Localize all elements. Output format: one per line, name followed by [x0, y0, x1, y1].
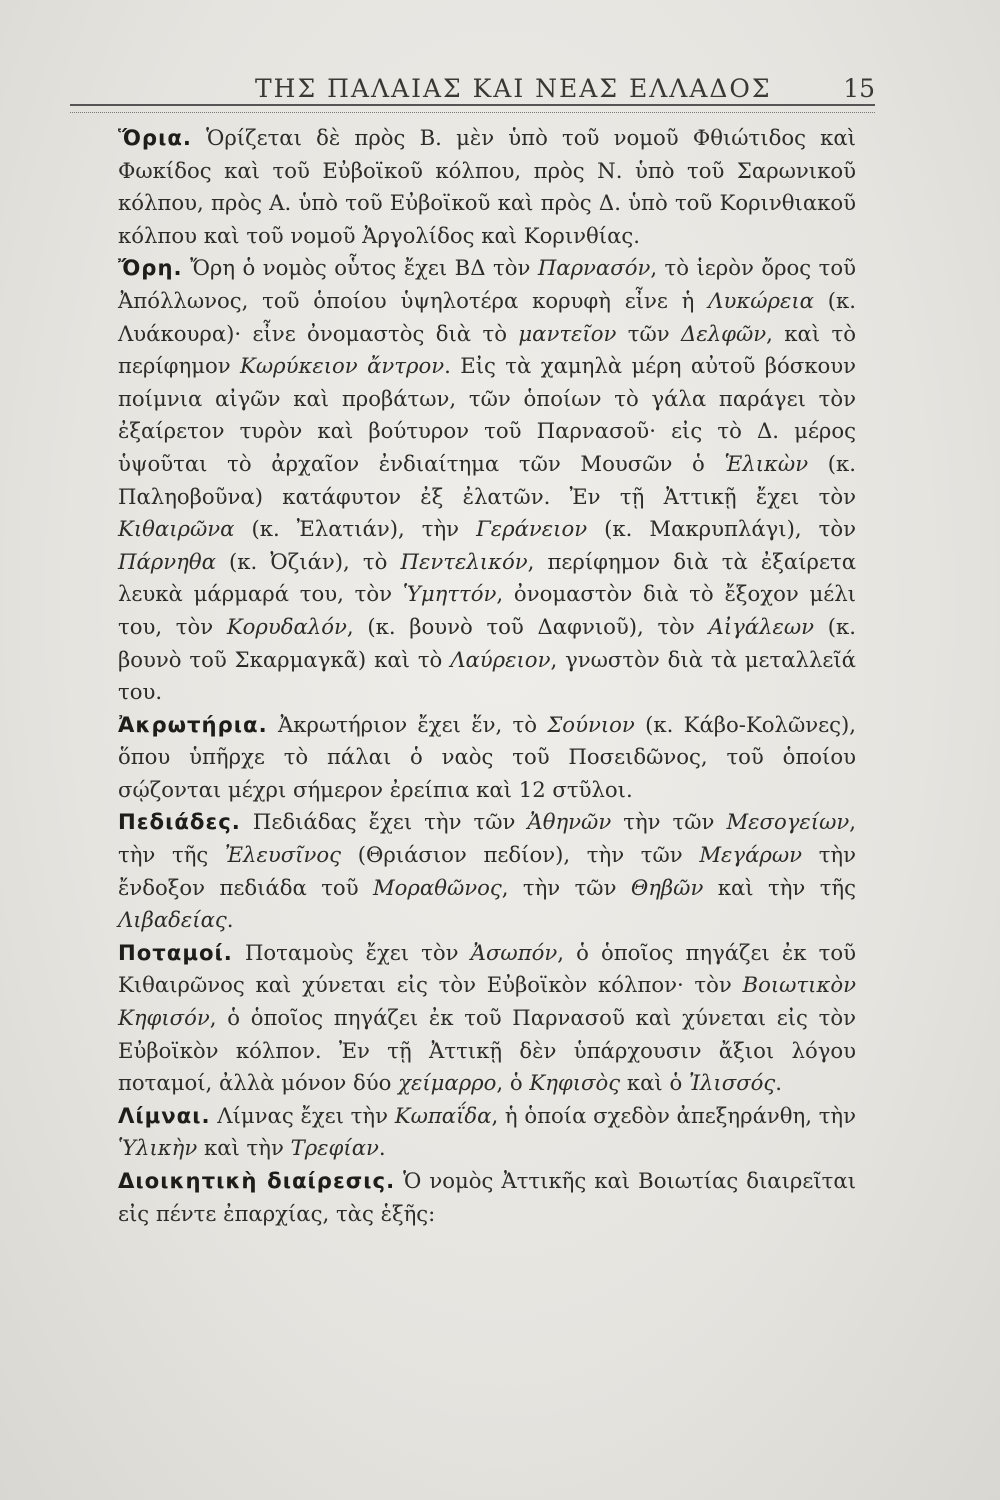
place-name: Δελφῶν	[681, 320, 767, 346]
paragraph-text: (κ. Ὀζιάν), τὸ	[215, 548, 401, 574]
place-name: Λιβαδείας	[118, 907, 227, 933]
place-name: Μοραθῶνος	[372, 874, 502, 900]
section-heading: Πεδιάδες.	[118, 809, 241, 835]
paragraph-text: , περίφημον διὰ τὰ ἐξαίρετα λευκὰ μάρμαρά του, τὸν	[118, 548, 857, 607]
paragraph-text: , γνωστὸν διὰ τὰ μεταλλεῖά του.	[118, 646, 856, 705]
page-number: 15	[843, 74, 875, 103]
section-heading: Ἀκρωτήρια.	[118, 711, 268, 737]
place-name: Παρνασόν	[537, 255, 651, 281]
paragraph-text: (κ. βουνὸ τοῦ Σκαρμαγκᾶ) καὶ τὸ	[118, 613, 856, 672]
header-rule	[70, 104, 875, 113]
paragraph-lakes	[118, 1100, 856, 1165]
paragraph-text: , τὴν τῶν	[501, 874, 631, 900]
paragraph-text: τὴν ἔνδοξον πεδιάδα τοῦ	[118, 842, 857, 900]
paragraph-text: , ὁ	[496, 1070, 530, 1096]
paragraph-text: (κ. Μακρυπλάγι), τὸν	[587, 516, 856, 542]
place-name: Κηφισὸς	[529, 1070, 621, 1096]
paragraph-text: , τὴν τῆς	[118, 809, 856, 868]
paragraph-text: (Θριάσιον πεδίον), τὴν τῶν	[341, 842, 700, 868]
place-name: Θηβῶν	[630, 874, 704, 900]
paragraph-text: .	[226, 907, 234, 933]
place-name: Αἰγάλεων	[708, 613, 815, 639]
paragraph-text: (κ. Κάβο-Κολῶνες), ὅπου ὑπῆρχε τὸ πάλαι ὁ ναὸς τοῦ Ποσειδῶνος, τοῦ ὁποίου σῴζονται μέχρι σήμερον ἐρείπια καὶ 12 στῦλοι.	[118, 711, 856, 802]
place-name: Ὑλικὴν	[118, 1135, 198, 1161]
place-name: Κορυδαλόν	[226, 613, 347, 639]
paragraph-text: Πεδιάδας ἔχει τὴν τῶν	[240, 809, 528, 835]
place-name: Βοιωτικὸν Κηφισόν	[118, 972, 856, 1031]
paragraph-text: καὶ ὁ	[620, 1070, 689, 1096]
paragraph-text: τὴν τῶν	[611, 809, 727, 835]
section-heading: Ὄρη.	[118, 255, 183, 281]
paragraph-text: καὶ τὴν	[197, 1135, 291, 1161]
place-name: Πάρνηθα	[118, 548, 216, 574]
place-name: Κωπαΐδα	[394, 1102, 492, 1128]
paragraph-text: , τὸ ἱερὸν ὄρος τοῦ Ἀπόλλωνος, τοῦ ὁποίου ὑψηλοτέρα κορυφὴ εἶνε ἡ	[118, 255, 856, 313]
place-name: Λυκώρεια	[708, 287, 814, 313]
paragraph-text: (κ. Παληοβοῦνα) κατάφυτον ἐξ ἐλατῶν. Ἐν τῇ Ἀττικῇ ἔχει τὸν	[118, 450, 857, 509]
page-header	[70, 66, 875, 106]
section-heading: Ποταμοί.	[118, 939, 233, 965]
place-name: Ἑλικὼν	[724, 450, 809, 476]
page-body	[118, 122, 856, 1230]
paragraph-text: .	[378, 1135, 386, 1161]
place-name: χείμαρρο	[398, 1070, 497, 1096]
place-name: μαντεῖον	[518, 320, 617, 346]
place-name: Κωρύκειον ἄντρον	[240, 353, 445, 379]
place-name: Τρεφίαν	[290, 1135, 379, 1161]
paragraph-text: Ὁρίζεται δὲ πρὸς Β. μὲν ὑπὸ τοῦ νομοῦ Φθιώτιδος καὶ Φωκίδος καὶ τοῦ Εὐβοϊκοῦ κόλπου, πρὸς Ν. ὑπὸ τοῦ Σαρωνικοῦ κόλπου, πρὸς Α. ὑπὸ τοῦ Εὐβοϊκοῦ καὶ πρὸς Δ. ὑπὸ τοῦ Κορινθιακοῦ κόλπου καὶ τοῦ νομοῦ Ἀργολίδος καὶ Κορινθίας.	[118, 125, 856, 248]
place-name: Ἐλευσῖνος	[224, 842, 341, 868]
place-name: Μεγάρων	[699, 842, 803, 868]
section-heading: Λίμναι.	[118, 1102, 211, 1128]
place-name: Ἰλισσός	[688, 1070, 776, 1096]
paragraph-text: , ὁ ὁποῖος πηγάζει ἐκ τοῦ Κιθαιρῶνος καὶ χύνεται εἰς τὸν Εὐβοϊκὸν κόλπον· τὸν	[118, 939, 856, 998]
place-name: Ὑμηττόν	[402, 581, 497, 607]
section-heading: Διοικητικὴ διαίρεσις.	[118, 1168, 396, 1193]
paragraph-text: .	[775, 1070, 783, 1096]
paragraph-mountains	[118, 252, 856, 708]
paragraph-text: , ὀνομαστὸν διὰ τὸ ἔξοχον μέλι του, τὸν	[118, 581, 856, 639]
paragraph-text: Λίμνας ἔχει τὴν	[210, 1102, 395, 1128]
paragraph-divisions	[118, 1165, 856, 1230]
section-heading: Ὅρια.	[118, 125, 192, 150]
paragraph-text: , (κ. βουνὸ τοῦ Δαφνιοῦ), τὸν	[346, 613, 709, 639]
running-title: ΤΗΣ ΠΑΛΑΙΑΣ ΚΑΙ ΝΕΑΣ ΕΛΛΑΔΟΣ	[255, 74, 772, 103]
paragraph-text: Ὁ νομὸς Ἀττικῆς καὶ Βοιωτίας διαιρεῖται εἰς πέντε ἐπαρχίας, τὰς ἑξῆς:	[118, 1168, 856, 1226]
paragraph-capes	[118, 709, 856, 807]
paragraph-text: Ὄρη ὁ νομὸς οὗτος ἔχει ΒΔ τὸν	[182, 255, 538, 281]
paragraph-text: τῶν	[616, 320, 682, 346]
place-name: Μεσογείων	[726, 809, 850, 835]
paragraph-text: Ἀκρωτήριον ἔχει ἕν, τὸ	[267, 711, 548, 737]
place-name: Λαύρειον	[450, 646, 551, 672]
paragraph-text: Ποταμοὺς ἔχει τὸν	[232, 939, 471, 965]
paragraph-text: , καὶ τὸ περίφημον	[118, 320, 856, 379]
place-name: Πεντελικόν	[400, 548, 528, 574]
paragraph-text: . Εἰς τὰ χαμηλὰ μέρη αὐτοῦ βόσκουν ποίμνια αἰγῶν καὶ προβάτων, τῶν ὁποίων τὸ γάλα παράγει τὸν ἐξαίρετον τυρὸν καὶ βούτυρον τοῦ Παρνασοῦ· εἰς τὸ Δ. μέρος ὑψοῦται τὸ ἀρχαῖον ἐνδιαίτημα τῶν Μουσῶν ὁ	[118, 353, 856, 476]
place-name: Κιθαιρῶνα	[118, 516, 235, 542]
paragraph-text: (κ. Λυάκουρα)· εἶνε ὀνομαστὸς διὰ τὸ	[118, 287, 856, 346]
paragraph-text: , ὁ ὁποῖος πηγάζει ἐκ τοῦ Παρνασοῦ καὶ χύνεται εἰς τὸν Εὐβοϊκὸν κόλπον. Ἐν τῇ Ἀττικῇ δὲν ὑπάρχουσιν ἄξιοι λόγου ποταμοί, ἀλλὰ μόνον δύο	[118, 1005, 856, 1096]
place-name: Ἀθηνῶν	[527, 809, 612, 835]
paragraph-text: (κ. Ἐλατιάν), τὴν	[234, 516, 477, 542]
place-name: Ἀσωπόν	[470, 939, 558, 965]
paragraph-plains	[118, 806, 856, 936]
paragraph-boundaries	[118, 122, 856, 252]
place-name: Σούνιον	[547, 711, 635, 737]
paragraph-rivers	[118, 937, 856, 1100]
paragraph-text: , ἡ ὁποία σχεδὸν ἀπεξηράνθη, τὴν	[491, 1102, 856, 1128]
place-name: Γεράνειον	[476, 516, 588, 542]
paragraph-text: καὶ τὴν τῆς	[703, 874, 856, 900]
